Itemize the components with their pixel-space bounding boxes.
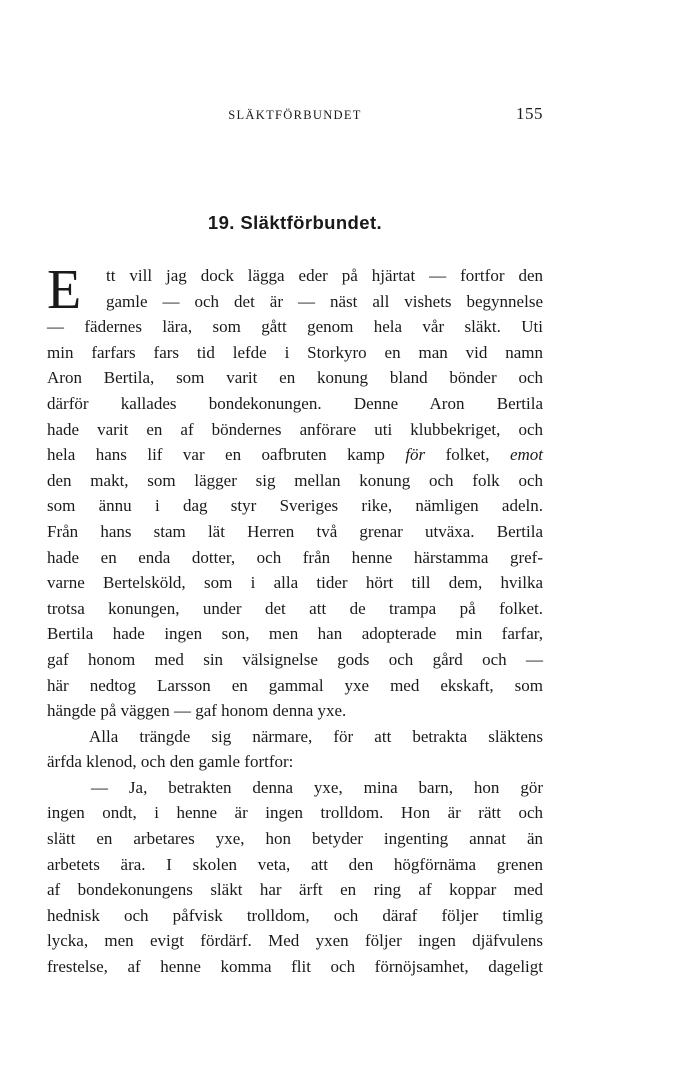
body-text <box>47 259 544 980</box>
text-line: som ännu i dag styr Sveriges rike, nämligen adeln. <box>47 496 543 516</box>
text-line: varne Bertelsköld, som i alla tider hört till dem, hvilka <box>47 573 543 593</box>
italic-word: emot <box>509 445 544 465</box>
text-line: hängde på väggen — gaf honom denna yxe. <box>47 701 347 721</box>
text-line: Från hans stam lät Herren två grenar utväxa. Bertila <box>47 521 543 541</box>
chapter-title: 19. Släktförbundet. <box>207 212 383 233</box>
text-line: tt vill jag dock lägga eder på hjärtat — fortfor den <box>106 266 543 285</box>
running-header <box>47 106 543 126</box>
page-number: 155 <box>516 104 543 123</box>
text-line: min farfars fars tid lefde i Storkyro en man vid namn <box>47 342 543 362</box>
drop-cap: E <box>47 259 82 321</box>
text-line: här nedtog Larsson en gammal yxe med ekskaft, som <box>47 675 543 695</box>
text-line: Aron Bertila, som varit en konung bland bönder och <box>47 368 543 388</box>
text-line: hednisk och påfvisk trolldom, och däraf följer timlig <box>47 905 543 925</box>
text-line: ingen ondt, i henne är ingen trolldom. Hon är rätt och <box>47 803 543 823</box>
text-segment: folket, <box>425 445 510 465</box>
text-line: Bertila hade ingen son, men han adopterade min farfar, <box>47 624 543 644</box>
text-line: gaf honom med sin välsignelse gods och gård och — <box>47 649 543 669</box>
text-line: gamle — och det är — näst all vishets begynnelse <box>106 291 543 311</box>
text-line: frestelse, af henne komma flit och förnöjsamhet, dageligt <box>47 957 543 977</box>
text-line: arbetets ära. I skolen veta, att den högförnäma grenen <box>47 854 543 874</box>
text-segment: hela hans lif var en oafbruten kamp <box>47 445 385 465</box>
text-line: hade en enda dotter, och från henne härstamma gref- <box>47 547 543 567</box>
text-line: trotsa konungen, under det att de trampa på folket. <box>47 598 543 618</box>
text-line: — fädernes lära, som gått genom hela vår släkt. Uti <box>47 317 543 337</box>
text-line: af bondekonungens släkt har ärft en ring af koppar med <box>47 880 543 900</box>
text-line: hade varit en af böndernes anförare uti klubbekriget, och <box>47 419 543 439</box>
text-line: — Ja, betrakten denna yxe, mina barn, hon gör <box>91 777 543 797</box>
text-line: ärfda klenod, och den gamle fortfor: <box>47 752 294 772</box>
text-line: slätt en arbetares yxe, hon betyder ingenting annat än <box>47 829 543 849</box>
italic-word: för <box>405 445 426 465</box>
text-line: lycka, men evigt fördärf. Med yxen följer ingen djäfvulens <box>47 931 543 951</box>
text-line: därför kallades bondekonungen. Denne Aron Bertila <box>47 393 543 413</box>
running-title: SLÄKTFÖRBUNDET <box>228 108 362 122</box>
text-line: den makt, som lägger sig mellan konung och folk och <box>47 470 543 490</box>
text-line-with-italics <box>47 442 543 468</box>
text-line: Alla trängde sig närmare, för att betrakta släktens <box>89 726 543 746</box>
